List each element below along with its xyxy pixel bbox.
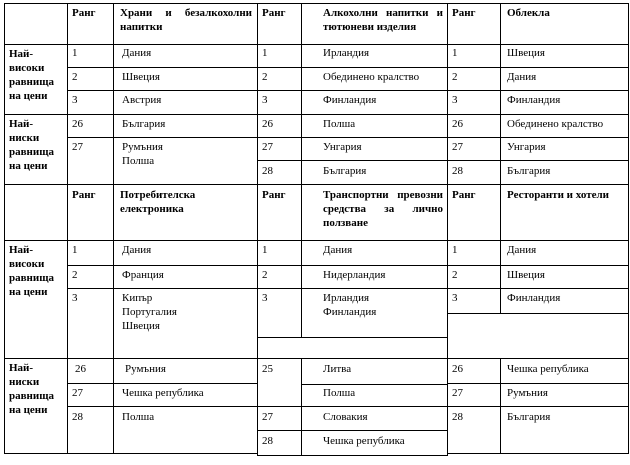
rank-header: Ранг: [262, 189, 286, 201]
grid-line: [257, 3, 258, 456]
grid-line: [67, 67, 628, 68]
rank-value: 26: [452, 363, 463, 375]
grid-line: [628, 3, 629, 454]
country-name: Австрия: [122, 94, 162, 106]
grid-line: [113, 3, 114, 454]
country-name: Франция: [122, 269, 164, 281]
country-name: Полша: [323, 387, 356, 399]
grid-line: [447, 453, 628, 454]
grid-line: [67, 3, 68, 454]
grid-line: [67, 406, 628, 407]
grid-line: [4, 453, 257, 454]
grid-line: [257, 430, 447, 431]
grid-line: [301, 358, 302, 456]
rank-value: 27: [262, 141, 273, 153]
category-header-restaurants: Ресторанти и хотели: [507, 189, 609, 201]
row-label-highest: Най-високи равнища на цени: [9, 244, 55, 298]
country-name: Унгария: [507, 141, 546, 153]
rank-value: 2: [72, 269, 78, 281]
grid-line: [301, 3, 302, 338]
rank-value: 3: [262, 292, 268, 304]
country-name: България: [507, 165, 551, 177]
country-name: Дания: [507, 244, 537, 256]
country-name: Унгария: [323, 141, 362, 153]
rank-value: 28: [452, 165, 463, 177]
grid-line: [67, 137, 628, 138]
rank-header: Ранг: [452, 189, 476, 201]
country-name: Финландия: [507, 94, 561, 106]
rank-value: 1: [262, 47, 268, 59]
rank-header: Ранг: [262, 7, 286, 19]
rank-value: 1: [452, 47, 458, 59]
country-name: Обединено кралство: [323, 71, 420, 83]
rank-value: 2: [262, 269, 268, 281]
rank-header: Ранг: [452, 7, 476, 19]
category-header-transport: Транспортни превозни средства за лично ползване: [323, 189, 443, 229]
country-name: Полша: [122, 411, 155, 423]
rank-value: 26: [452, 118, 463, 130]
grid-line: [4, 114, 628, 115]
rank-value: 3: [72, 94, 78, 106]
rank-value: 3: [452, 94, 458, 106]
country-name: Финландия: [323, 94, 377, 106]
rank-value: 26: [72, 118, 83, 130]
country-name: Чешка република: [323, 435, 405, 447]
rank-value: 1: [72, 47, 78, 59]
rank-value: 2: [262, 71, 268, 83]
rank-value: 25: [262, 363, 273, 375]
rank-value: 3: [452, 292, 458, 304]
category-header-clothing: Облекла: [507, 7, 550, 19]
rank-value: 26: [75, 363, 86, 375]
rank-value: 28: [72, 411, 83, 423]
country-name: България: [122, 118, 166, 130]
grid-line: [257, 160, 628, 161]
rank-value: 27: [72, 387, 83, 399]
country-name: Ирландия Финландия: [323, 292, 377, 318]
rank-value: 2: [452, 269, 458, 281]
rank-header: Ранг: [72, 189, 96, 201]
grid-line: [4, 44, 628, 45]
rank-value: 3: [262, 94, 268, 106]
rank-value: 1: [452, 244, 458, 256]
grid-line: [67, 383, 257, 384]
row-label-lowest: Най-ниски равнища на цени: [9, 362, 55, 416]
rank-header: Ранг: [72, 7, 96, 19]
country-name: Полша: [323, 118, 356, 130]
country-name: Словакия: [323, 411, 368, 423]
country-name: Кипър Португалия Швеция: [122, 292, 177, 332]
country-name: Чешка република: [507, 363, 589, 375]
country-name: Дания: [122, 47, 152, 59]
grid-line: [301, 384, 447, 385]
country-name: Литва: [323, 363, 352, 375]
rank-value: 26: [262, 118, 273, 130]
rank-value: 27: [452, 141, 463, 153]
country-name: Швеция: [507, 269, 545, 281]
grid-line: [447, 313, 628, 314]
grid-line: [67, 288, 628, 289]
rank-value: 27: [72, 141, 83, 153]
rank-value: 28: [262, 165, 273, 177]
category-header-food: Храни и безалкохолни напитки: [120, 7, 252, 33]
row-label-highest: Най-високи равнища на цени: [9, 48, 55, 102]
grid-line: [4, 3, 628, 4]
grid-line: [257, 337, 447, 338]
country-name: Нидерландия: [323, 269, 386, 281]
country-name: Финландия: [507, 292, 561, 304]
country-name: Дания: [323, 244, 353, 256]
category-header-alcohol: Алкохолни напитки и тютюневи изделия: [323, 7, 443, 33]
rank-value: 2: [72, 71, 78, 83]
grid-line: [500, 3, 501, 313]
grid-line: [500, 358, 501, 454]
country-name: Румъния: [125, 363, 166, 375]
country-name: България: [323, 165, 367, 177]
country-name: Чешка република: [122, 387, 204, 399]
country-name: Дания: [507, 71, 537, 83]
grid-line: [67, 265, 628, 266]
row-label-lowest: Най-ниски равнища на цени: [9, 118, 55, 172]
rank-value: 3: [72, 292, 78, 304]
grid-line: [447, 383, 628, 384]
grid-line: [257, 455, 447, 456]
country-name: Швеция: [507, 47, 545, 59]
grid-line: [4, 184, 628, 185]
country-name: Дания: [122, 244, 152, 256]
rank-value: 1: [72, 244, 78, 256]
country-name: Обединено кралство: [507, 118, 604, 130]
rank-value: 28: [262, 435, 273, 447]
country-name: Румъния Полша: [122, 141, 163, 167]
country-name: Швеция: [122, 71, 160, 83]
grid-line: [67, 90, 628, 91]
rank-value: 27: [452, 387, 463, 399]
rank-value: 1: [262, 244, 268, 256]
rank-value: 28: [452, 411, 463, 423]
rank-value: 27: [262, 411, 273, 423]
grid-line: [447, 3, 448, 456]
grid-line: [4, 3, 5, 454]
category-header-electronics: Потребителска електроника: [120, 189, 196, 215]
country-name: България: [507, 411, 551, 423]
country-name: Ирландия: [323, 47, 370, 59]
rank-value: 2: [452, 71, 458, 83]
country-name: Румъния: [507, 387, 548, 399]
grid-line: [4, 240, 628, 241]
grid-line: [4, 358, 628, 359]
